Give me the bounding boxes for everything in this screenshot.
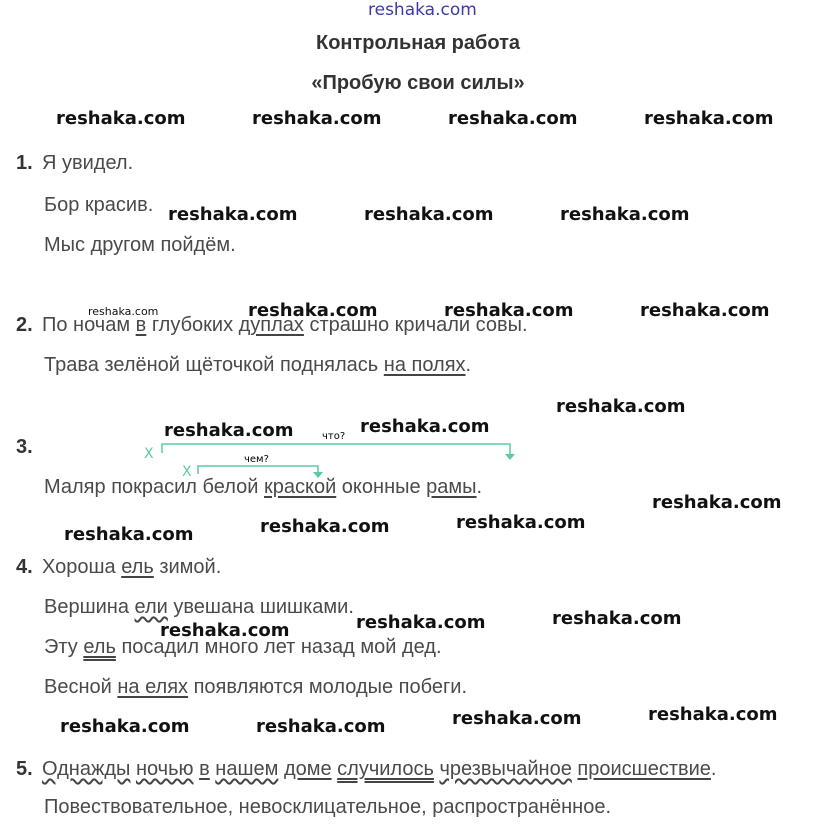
text: глубоких: [146, 314, 239, 336]
text: Весной: [44, 676, 118, 698]
watermark: reshaka.com: [56, 108, 186, 129]
text: Эту: [44, 636, 84, 658]
text: .: [710, 758, 717, 780]
text: появляются молодые побеги.: [188, 676, 468, 698]
watermark: reshaka.com: [648, 704, 778, 725]
underlined-word: дуплах: [238, 314, 304, 336]
watermark: reshaka.com: [360, 416, 490, 437]
underlined-word: в: [135, 314, 147, 336]
task4-line1: [42, 556, 221, 579]
watermark: reshaka.com: [60, 716, 190, 737]
watermark: reshaka.com: [644, 108, 774, 129]
underlined-word: на елях: [117, 676, 189, 698]
underlined-word: на полях: [383, 354, 466, 376]
underlined-word: происшествие: [577, 758, 711, 780]
watermark-small: reshaka.com: [88, 305, 159, 318]
underlined-word: случилось: [337, 758, 434, 780]
text: .: [465, 354, 472, 376]
text: .: [476, 476, 483, 498]
underlined-word: ель: [121, 556, 154, 578]
question-with-what: чем?: [244, 454, 269, 465]
task4-line2: [44, 596, 354, 619]
watermark: reshaka.com: [364, 204, 494, 225]
underlined-word: доме: [283, 758, 332, 780]
text: зимой.: [153, 556, 222, 578]
link-arrow-2: [198, 466, 318, 474]
task1-line2: Бор красив.: [44, 194, 154, 216]
text: посадил много лет назад мой дед.: [115, 636, 442, 658]
task4-line3: [44, 636, 442, 659]
text: Маляр покрасил белой: [44, 476, 264, 498]
watermark: reshaka.com: [556, 396, 686, 417]
task-number: 1.: [16, 152, 33, 174]
text: По ночам: [42, 314, 136, 336]
task-number: 5.: [16, 758, 33, 780]
watermark: reshaka.com: [444, 300, 574, 321]
watermark: reshaka.com: [252, 108, 382, 129]
watermark: reshaka.com: [248, 300, 378, 321]
task5-sentence: [42, 758, 716, 781]
task1-line3: Мыс другом пойдём.: [44, 234, 236, 256]
text: Вершина: [44, 596, 135, 618]
watermark: reshaka.com: [356, 612, 486, 633]
task-number: 3.: [16, 436, 33, 458]
text: Хороша: [42, 556, 122, 578]
text: оконные: [336, 476, 427, 498]
underlined-word: нашем: [215, 758, 279, 780]
underlined-word: чрезвычайное: [439, 758, 572, 780]
text: страшно кричали совы.: [303, 314, 528, 336]
task-number: 2.: [16, 314, 33, 336]
watermark: reshaka.com: [160, 620, 290, 641]
underlined-word: в: [199, 758, 210, 780]
watermark: reshaka.com: [64, 524, 194, 545]
watermark: reshaka.com: [456, 512, 586, 533]
watermark: reshaka.com: [452, 708, 582, 729]
underlined-word: Однажды: [42, 758, 131, 780]
watermark: reshaka.com: [168, 204, 298, 225]
watermark: reshaka.com: [260, 516, 390, 537]
question-what: что?: [322, 431, 346, 442]
head-word-mark: X: [144, 446, 154, 462]
task1-line1: Я увидел.: [42, 152, 134, 174]
text: увешана шишками.: [167, 596, 354, 618]
page-title: Контрольная работа: [316, 32, 520, 54]
watermark: reshaka.com: [560, 204, 690, 225]
task2-sentence2: [44, 354, 471, 377]
watermark: reshaka.com: [164, 420, 294, 441]
underlined-word: рамы: [426, 476, 477, 498]
site-link-top[interactable]: reshaka.com: [368, 0, 477, 20]
text: Трава зелёной щёточкой поднялась: [44, 354, 384, 376]
watermark: reshaka.com: [640, 300, 770, 321]
watermark: reshaka.com: [256, 716, 386, 737]
watermark: reshaka.com: [652, 492, 782, 513]
task5-line2: Повествовательное, невосклицательное, распространённое.: [44, 796, 612, 818]
wavy-underlined-word: ели: [134, 596, 168, 618]
head-word-mark: X: [182, 464, 192, 480]
parse-diagram: [140, 428, 530, 480]
task4-line4: [44, 676, 467, 699]
link-arrow-1: [162, 444, 510, 456]
watermark: reshaka.com: [448, 108, 578, 129]
page-subtitle: «Пробую свои силы»: [311, 72, 525, 94]
task3-sentence: [44, 476, 482, 499]
underlined-word: ночью: [135, 758, 194, 780]
underlined-word: ель: [83, 636, 116, 658]
watermark: reshaka.com: [552, 608, 682, 629]
arrow-head-1: [505, 454, 515, 460]
underlined-word: краской: [263, 476, 337, 498]
task2-sentence1: [42, 314, 528, 337]
task-number: 4.: [16, 556, 33, 578]
